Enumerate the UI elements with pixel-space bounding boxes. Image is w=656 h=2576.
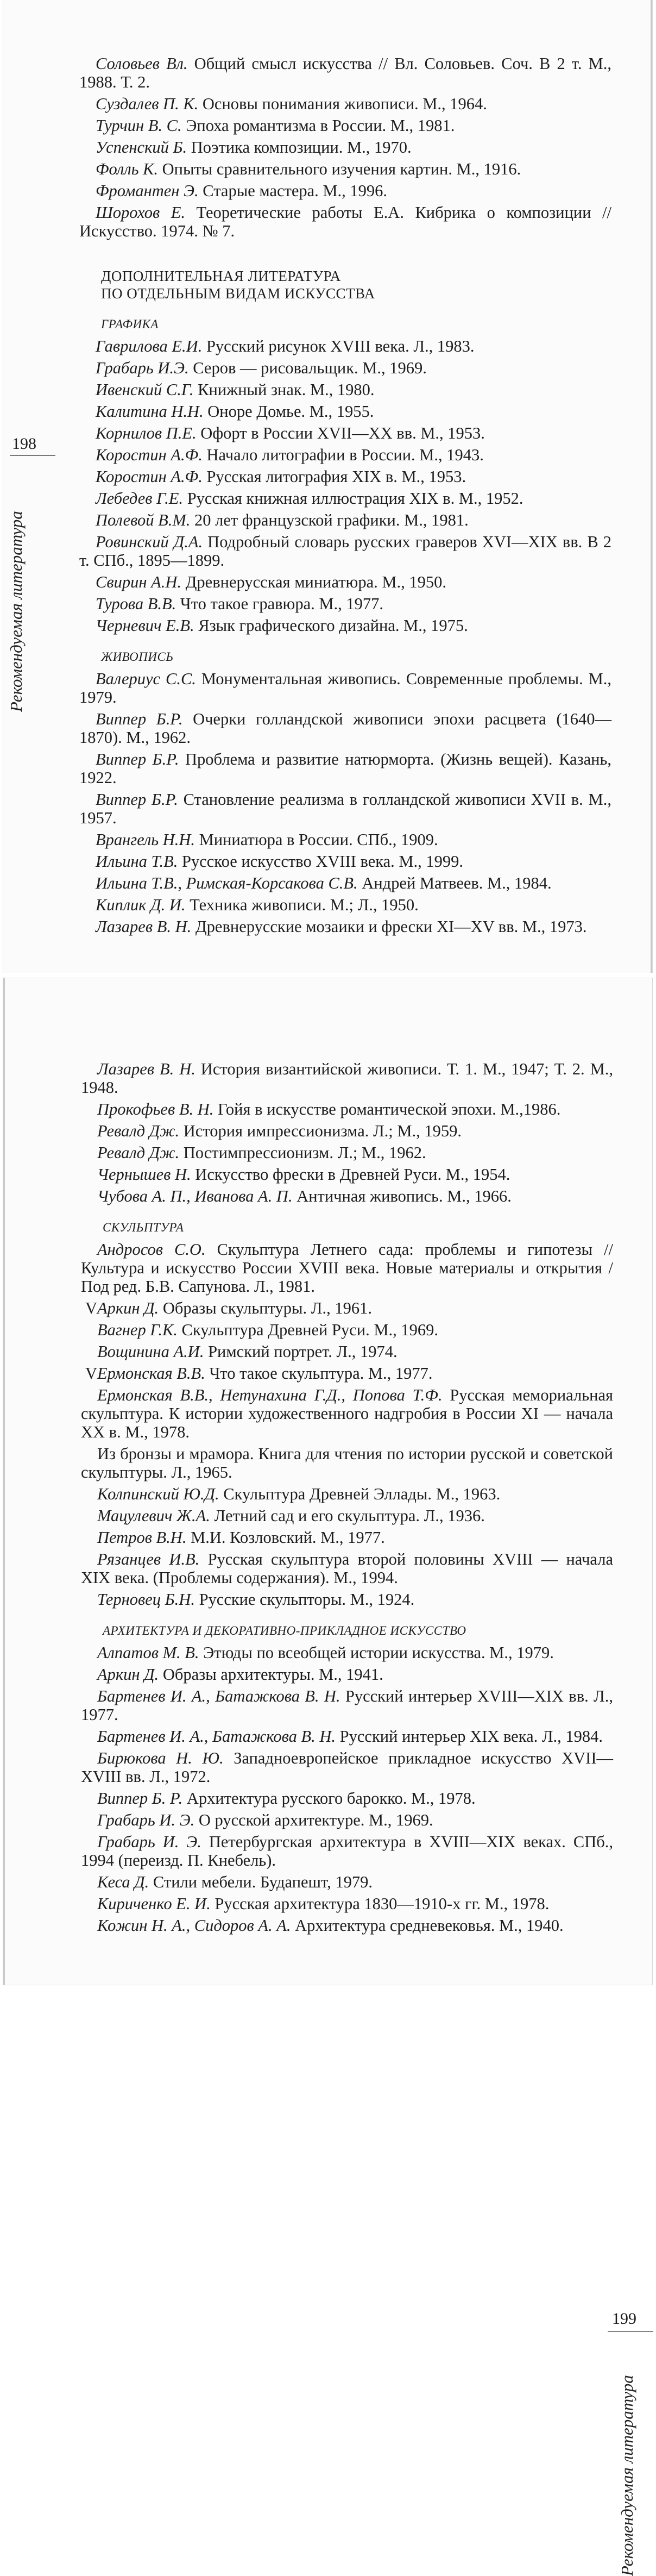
text-column: [79, 54, 611, 939]
entry-author: Грабарь И. Э.: [97, 1833, 201, 1851]
page-198: [3, 0, 652, 973]
bibliography-entry: [81, 1789, 613, 1808]
entry-author: Ермонская В.В.: [97, 1364, 205, 1383]
entry-text: Архитектура средневековья. М., 1940.: [291, 1916, 564, 1935]
bibliography-entry: [81, 1749, 613, 1786]
entry-author: Виппер Б.Р.: [96, 710, 183, 728]
entry-text: Западноевропейское прикладное искусство XVII—XVIII вв. Л., 1972.: [81, 1749, 613, 1786]
bibliography-entry: [79, 896, 611, 914]
bibliography-entry: [79, 511, 611, 529]
entry-author: Турова В.В.: [96, 595, 176, 613]
subheading-zhivopis: ЖИВОПИСЬ: [101, 650, 174, 664]
running-title: Рекомендуемая литература: [7, 511, 26, 712]
entry-author: Грабарь И. Э.: [97, 1811, 195, 1829]
entry-author: Аркин Д.: [97, 1665, 159, 1684]
entry-author: Ровинский Д.А.: [96, 533, 203, 551]
entry-author: Врангель Н.Н.: [96, 830, 195, 849]
entry-author: Коростин А.Ф.: [96, 467, 203, 486]
entry-text: Древнерусская миниатюра. М., 1950.: [181, 573, 446, 591]
bibliography-entry: [81, 1643, 613, 1662]
bibliography-entry: [81, 1321, 613, 1339]
bibliography-entry: [81, 1122, 613, 1140]
entry-text: Язык графического дизайна. М., 1975.: [194, 616, 468, 635]
bibliography-entry: [81, 1665, 613, 1684]
entry-author: Черневич Е.В.: [96, 616, 194, 635]
entry-text: Очерки голландской живописи эпохи расцвета (1640—1870). М., 1962.: [79, 710, 611, 747]
bibliography-entry: [79, 402, 611, 421]
bibliography-entry: [79, 337, 611, 355]
bibliography-entry: [79, 359, 611, 377]
subheading-architecture: АРХИТЕКТУРА И ДЕКОРАТИВНО-ПРИКЛАДНОЕ ИСКУССТВО: [103, 1624, 466, 1637]
entry-text: Русская архитектура 1830—1910-х гг. М., 1978.: [210, 1895, 550, 1913]
entry-text: Скульптура Летнего сада: проблемы и гипотезы // Культура и искусство России XVIII века. Новые материалы и открытия / Под ред. Б.В. Сапунова. Л., 1981.: [81, 1240, 613, 1296]
entry-author: Чубова А. П., Иванова А. П.: [97, 1187, 293, 1205]
bibliography-entry: [81, 1445, 613, 1481]
zhivopis-continued-list: [81, 1060, 613, 1205]
bibliography-entry: [81, 1528, 613, 1547]
bibliography-entry: [81, 1299, 613, 1317]
entry-author: Прокофьев В. Н.: [97, 1100, 214, 1118]
entry-author: Успенский Б.: [96, 138, 187, 157]
page-number-rule: [608, 2331, 653, 2332]
entry-text: Петербургская архитектура в XVIII—XIX веках. СПб., 1994 (переизд. П. Кнебель).: [81, 1833, 613, 1870]
entry-text: Архитектура русского барокко. М., 1978.: [182, 1789, 476, 1808]
bibliography-entry: [81, 1342, 613, 1361]
bibliography-entry: [81, 1100, 613, 1118]
bibliography-entry: [79, 182, 611, 200]
entry-text: Римский портрет. Л., 1974.: [204, 1342, 398, 1361]
architecture-list: [81, 1643, 613, 1935]
entry-author: Андросов С.О.: [97, 1240, 206, 1259]
bibliography-entry: [81, 1811, 613, 1829]
entry-author: Ильина Т.В.: [96, 852, 178, 871]
entry-text: История византийской живописи. Т. 1. М., 1947; Т. 2. М., 1948.: [81, 1060, 613, 1097]
bibliography-entry: [79, 573, 611, 591]
entry-author: Аркин Д.: [97, 1299, 159, 1317]
entry-author: Ильина Т.В., Римская-Корсакова С.В.: [96, 874, 358, 892]
entry-text: Русская книжная иллюстрация XIX в. М., 1952.: [183, 489, 523, 508]
entry-author: Соловьев Вл.: [96, 54, 188, 73]
entry-text: Скульптура Древней Эллады. М., 1963.: [219, 1485, 501, 1503]
bibliography-entry: [81, 1060, 613, 1097]
entry-author: Ревалд Дж.: [97, 1143, 180, 1162]
entry-text: Теоретические работы Е.А. Кибрика о композиции // Искусство. 1974. № 7.: [79, 203, 611, 240]
entry-text: Скульптура Древней Руси. М., 1969.: [177, 1321, 438, 1339]
entry-text: Поэтика композиции. М., 1970.: [187, 138, 412, 157]
bibliography-entry: [79, 750, 611, 787]
entry-text: Летний сад и его скульптура. Л., 1936.: [210, 1506, 485, 1525]
entry-author: Вощинина А.И.: [97, 1342, 204, 1361]
entry-text: Техника живописи. М.; Л., 1950.: [185, 896, 419, 914]
page-gap: [0, 973, 656, 978]
bibliography-entry: [81, 1916, 613, 1935]
bibliography-entry: [81, 1550, 613, 1587]
entry-author: Ивенский С.Г.: [96, 380, 194, 399]
entry-text: Этюды по всеобщей истории искусства. М., 1979.: [199, 1643, 554, 1662]
entries-before: [79, 54, 611, 240]
entry-author: Бартенев И. А., Батажкова В. Н.: [97, 1727, 336, 1746]
bibliography-entry: [81, 1833, 613, 1870]
entry-author: Кожин Н. А., Сидоров А. А.: [97, 1916, 291, 1935]
entry-author: Бирюкова Н. Ю.: [97, 1749, 224, 1767]
entry-text: Книжный знак. М., 1980.: [193, 380, 375, 399]
bibliography-entry: [79, 116, 611, 135]
entry-text: Стили мебели. Будапешт, 1979.: [149, 1873, 373, 1891]
page-199: [3, 978, 652, 2576]
bibliography-entry: [81, 1485, 613, 1503]
entry-author: Рязанцев И.В.: [97, 1550, 200, 1568]
entry-text: Древнерусские мозаики и фрески XI—XV вв. М., 1973.: [191, 917, 587, 936]
grafika-list: [79, 337, 611, 635]
page-number: 199: [612, 2310, 636, 2328]
entry-author: Ревалд Дж.: [97, 1122, 180, 1140]
entry-author: Алпатов М. В.: [97, 1643, 199, 1662]
entry-author: Турчин В. С.: [96, 116, 182, 135]
entry-text: Русские скульпторы. М., 1924.: [194, 1590, 415, 1609]
entry-author: Киплик Д. И.: [96, 896, 186, 914]
handwritten-check-mark: V: [85, 1299, 98, 1317]
entry-text: Общий смысл искусства // Вл. Соловьев. Соч. В 2 т. М., 1988. Т. 2.: [79, 54, 611, 91]
bibliography-entry: [81, 1590, 613, 1609]
entry-text: Офорт в России XVII—XX вв. М., 1953.: [196, 424, 485, 442]
bibliography-entry: [79, 852, 611, 871]
entry-author: Петров В.Н.: [97, 1528, 187, 1547]
bibliography-entry: [79, 874, 611, 892]
entry-text: Эпоха романтизма в России. М., 1981.: [181, 116, 455, 135]
entry-author: Шорохов Е.: [96, 203, 185, 222]
entry-text: Русский интерьер XVIII—XIX вв. Л., 1977.: [81, 1687, 613, 1724]
entry-text: Русская скульптура второй половины XVIII — начала XIX века. (Проблемы содержания). М., 1994.: [81, 1550, 613, 1587]
entry-text: Образы скульптуры. Л., 1961.: [159, 1299, 372, 1317]
text-column: [81, 1060, 613, 1938]
entry-text: Гойя в искусстве романтической эпохи. М.,1986.: [213, 1100, 561, 1118]
page-number: 198: [12, 435, 36, 453]
bibliography-entry: [81, 1687, 613, 1724]
entry-author: Коростин А.Ф.: [96, 446, 203, 464]
zhivopis-list: [79, 670, 611, 936]
entry-text: О русской архитектуре. М., 1969.: [194, 1811, 433, 1829]
bibliography-entry: [79, 595, 611, 613]
entry-text: Андрей Матвеев. М., 1984.: [357, 874, 552, 892]
bibliography-entry: [79, 160, 611, 178]
bibliography-entry: [79, 710, 611, 747]
bibliography-entry: [79, 138, 611, 157]
entry-text: Оноре Домье. М., 1955.: [203, 402, 374, 421]
bibliography-entry: [79, 54, 611, 91]
entry-text: Серов — рисовальщик. М., 1969.: [188, 359, 427, 377]
bibliography-entry: [79, 446, 611, 464]
entry-text: Основы понимания живописи. М., 1964.: [198, 95, 487, 113]
bibliography-entry: [79, 489, 611, 508]
bibliography-entry: [79, 380, 611, 399]
entry-text: Опыты сравнительного изучения картин. М., 1916.: [158, 160, 521, 178]
entry-author: Свирин А.Н.: [96, 573, 181, 591]
heading-line-2: ПО ОТДЕЛЬНЫМ ВИДАМ ИСКУССТВА: [101, 285, 375, 302]
entry-text: Русский рисунок XVIII века. Л., 1983.: [202, 337, 475, 355]
entry-author: Калитина Н.Н.: [96, 402, 204, 421]
bibliography-entry: [81, 1143, 613, 1162]
entry-author: Лазарев В. Н.: [97, 1060, 195, 1078]
entry-author: Грабарь И.Э.: [96, 359, 189, 377]
entry-text: Русская мемориальная скульптура. К истории художественного надгробия в России XI — начала XX в. М., 1978.: [81, 1386, 614, 1441]
entry-text: Образы архитектуры. М., 1941.: [159, 1665, 383, 1684]
entry-text: Из бронзы и мрамора. Книга для чтения по истории русской и советской скульптуры. Л., 1965.: [81, 1445, 613, 1481]
handwritten-check-mark: V: [85, 1364, 98, 1383]
entry-text: Русская литография XIX в. М., 1953.: [202, 467, 466, 486]
entry-author: Валериус С.С.: [96, 670, 196, 688]
entry-author: Чернышев Н.: [97, 1165, 191, 1184]
entry-author: Кеса Д.: [97, 1873, 149, 1891]
entry-text: Постимпрессионизм. Л.; М., 1962.: [179, 1143, 426, 1162]
bibliography-entry: [81, 1873, 613, 1891]
bibliography-entry: [79, 95, 611, 113]
bibliography-entry: [81, 1187, 613, 1205]
entry-text: Становление реализма в голландской живописи XVII в. М., 1957.: [79, 790, 611, 827]
bibliography-entry: [79, 203, 611, 240]
bibliography-entry: [79, 424, 611, 442]
running-title: Рекомендуемая литература: [617, 2375, 636, 2576]
entry-text: Античная живопись. М., 1966.: [292, 1187, 512, 1205]
entry-text: Подробный словарь русских граверов XVI—XIX вв. В 2 т. СПб., 1895—1899.: [79, 533, 611, 570]
entry-author: Лазарев В. Н.: [96, 917, 192, 936]
entry-author: Корнилов П.Е.: [96, 424, 197, 442]
bibliography-entry: [81, 1386, 613, 1441]
entry-author: Терновец Б.Н.: [97, 1590, 195, 1609]
entry-text: Начало литографии в России. М., 1943.: [202, 446, 484, 464]
entry-author: Суздалев П. К.: [96, 95, 199, 113]
entry-author: Гаврилова Е.И.: [96, 337, 203, 355]
entry-author: Виппер Б.Р.: [96, 790, 178, 809]
entry-author: Ермонская В.В., Нетунахина Г.Д., Попова Т.Ф.: [97, 1386, 443, 1404]
bibliography-entry: [81, 1506, 613, 1525]
entry-text: Что такое скульптура. М., 1977.: [205, 1364, 433, 1383]
subheading-grafika: ГРАФИКА: [101, 317, 159, 331]
entry-author: Фолль К.: [96, 160, 159, 178]
entry-author: Полевой В.М.: [96, 511, 191, 529]
entry-author: Виппер Б. Р.: [97, 1789, 183, 1808]
entry-author: Колпинский Ю.Д.: [97, 1485, 219, 1503]
bibliography-entry: [79, 790, 611, 827]
entry-text: Монументальная живопись. Современные проблемы. М., 1979.: [79, 670, 611, 706]
bibliography-entry: [79, 467, 611, 486]
bibliography-entry: [81, 1895, 613, 1913]
entry-text: 20 лет французской графики. М., 1981.: [190, 511, 469, 529]
bibliography-entry: [79, 616, 611, 635]
bibliography-entry: [79, 830, 611, 849]
entry-text: Русское искусство XVIII века. М., 1999.: [178, 852, 463, 871]
subheading-skulptura: СКУЛЬПТУРА: [103, 1221, 184, 1234]
entry-author: Виппер Б.Р.: [96, 750, 179, 768]
entry-text: Миниатюра в России. СПб., 1909.: [195, 830, 438, 849]
entry-author: Мацулевич Ж.А.: [97, 1506, 210, 1525]
bibliography-entry: [81, 1240, 613, 1296]
entry-author: Бартенев И. А., Батажкова В. Н.: [97, 1687, 340, 1705]
entry-text: Старые мастера. М., 1996.: [198, 182, 388, 200]
skulptura-list: [81, 1240, 613, 1609]
entry-text: Что такое гравюра. М., 1977.: [176, 595, 383, 613]
bibliography-entry: [79, 917, 611, 936]
bibliography-entry: [81, 1364, 613, 1383]
entry-text: Искусство фрески в Древней Руси. М., 1954.: [191, 1165, 510, 1184]
entry-author: Кириченко Е. И.: [97, 1895, 211, 1913]
entry-text: История импрессионизма. Л.; М., 1959.: [179, 1122, 462, 1140]
heading-line-1: ДОПОЛНИТЕЛЬНАЯ ЛИТЕРАТУРА: [101, 268, 341, 284]
page-number-rule: [10, 455, 55, 456]
entry-author: Лебедев Г.Е.: [96, 489, 184, 508]
entry-author: Фромантен Э.: [96, 182, 199, 200]
entry-text: М.И. Козловский. М., 1977.: [186, 1528, 385, 1547]
entry-text: Проблема и развитие натюрморта. (Жизнь вещей). Казань, 1922.: [79, 750, 611, 787]
section-heading: [101, 267, 611, 302]
bibliography-entry: [79, 670, 611, 706]
entry-author: Вагнер Г.К.: [97, 1321, 178, 1339]
bibliography-entry: [81, 1165, 613, 1184]
bibliography-entry: [79, 533, 611, 570]
entry-text: Русский интерьер XIX века. Л., 1984.: [336, 1727, 603, 1746]
bibliography-entry: [81, 1727, 613, 1746]
